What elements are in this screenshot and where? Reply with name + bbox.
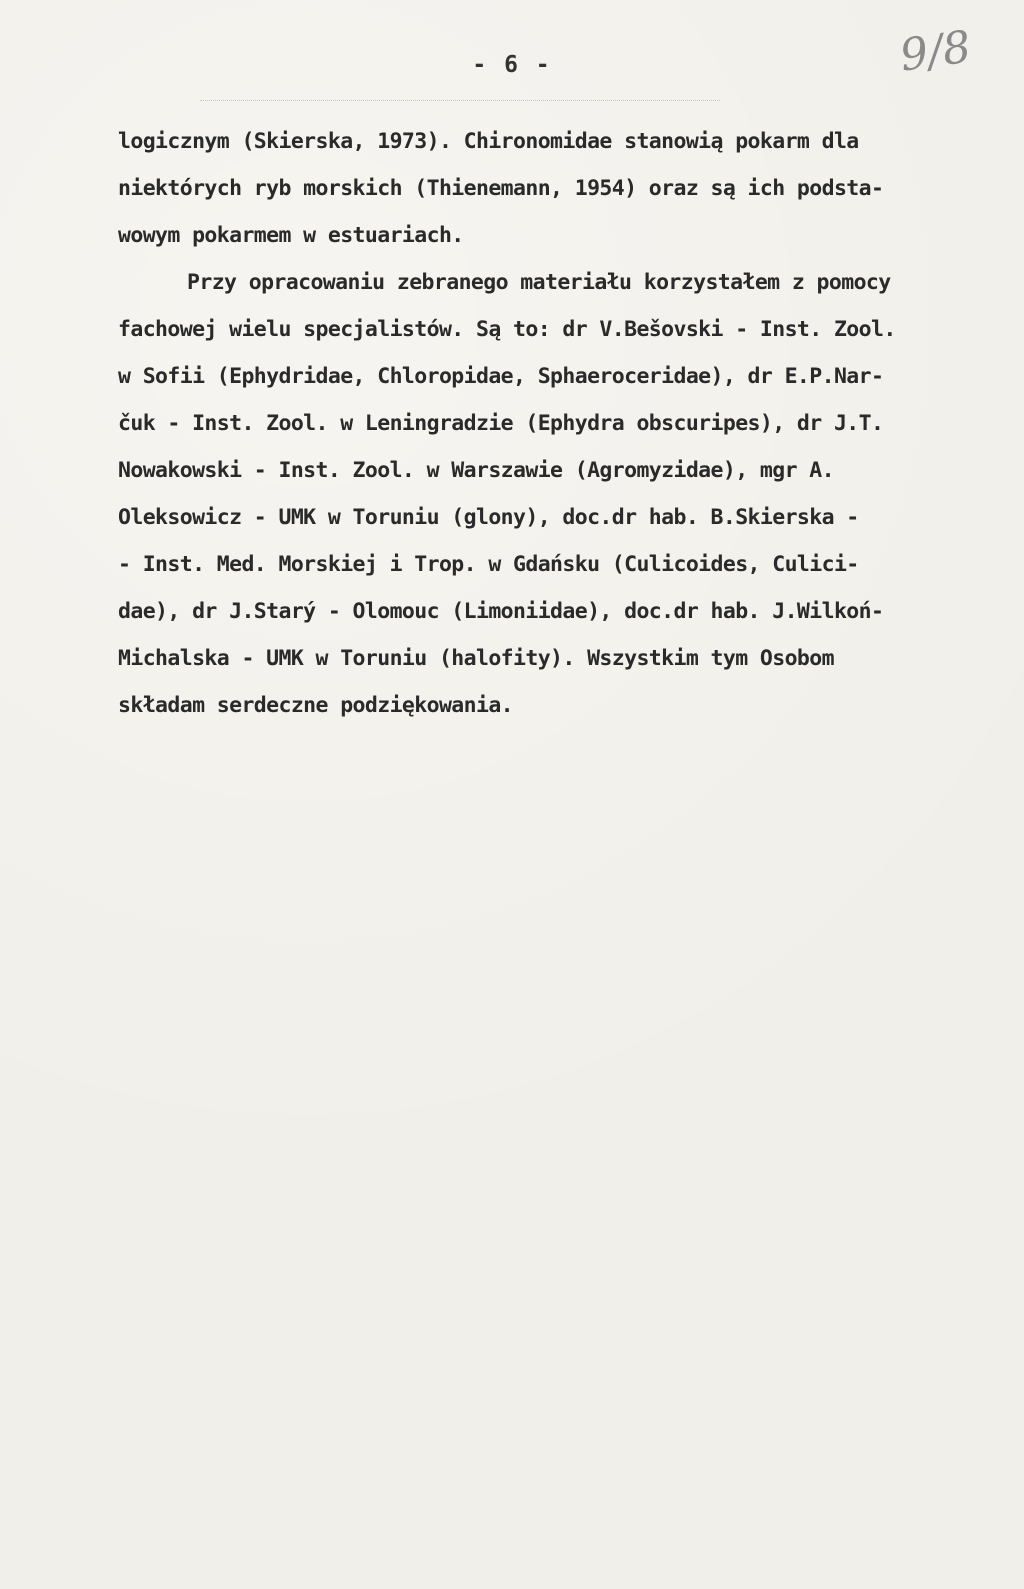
scan-artifact-line bbox=[200, 100, 720, 102]
body-text bbox=[118, 118, 998, 729]
text-line-indented: Przy opracowaniu zebranego materiału korzystałem z pomocy bbox=[187, 270, 891, 295]
text-line: niektórych ryb morskich (Thienemann, 1954) oraz są ich podsta- bbox=[118, 176, 884, 201]
text-line: w Sofii (Ephydridae, Chloropidae, Sphaeroceridae), dr E.P.Nar- bbox=[118, 364, 884, 389]
text-line: Oleksowicz - UMK w Toruniu (glony), doc.dr hab. B.Skierska - bbox=[118, 505, 859, 530]
text-line: Michalska - UMK w Toruniu (halofity). Wszystkim tym Osobom bbox=[118, 646, 834, 671]
text-line: Nowakowski - Inst. Zool. w Warszawie (Agromyzidae), mgr A. bbox=[118, 458, 834, 483]
text-line: fachowej wielu specjalistów. Są to: dr V.Bešovski - Inst. Zool. bbox=[118, 317, 896, 342]
paragraph-2 bbox=[118, 259, 998, 729]
paragraph-1 bbox=[118, 118, 998, 259]
text-line: čuk - Inst. Zool. w Leningradzie (Ephydra obscuripes), dr J.T. bbox=[118, 411, 884, 436]
text-line: - Inst. Med. Morskiej i Trop. w Gdańsku (Culicoides, Culici- bbox=[118, 552, 859, 577]
text-line: dae), dr J.Starý - Olomouc (Limoniidae), doc.dr hab. J.Wilkoń- bbox=[118, 599, 884, 624]
text-line: składam serdeczne podziękowania. bbox=[118, 693, 514, 718]
handwritten-archive-mark: 9/8 bbox=[896, 21, 975, 82]
text-line: logicznym (Skierska, 1973). Chironomidae stanowią pokarm dla bbox=[118, 129, 859, 154]
text-line: wowym pokarmem w estuariach. bbox=[118, 223, 464, 248]
page-number: - 6 - bbox=[472, 52, 552, 78]
